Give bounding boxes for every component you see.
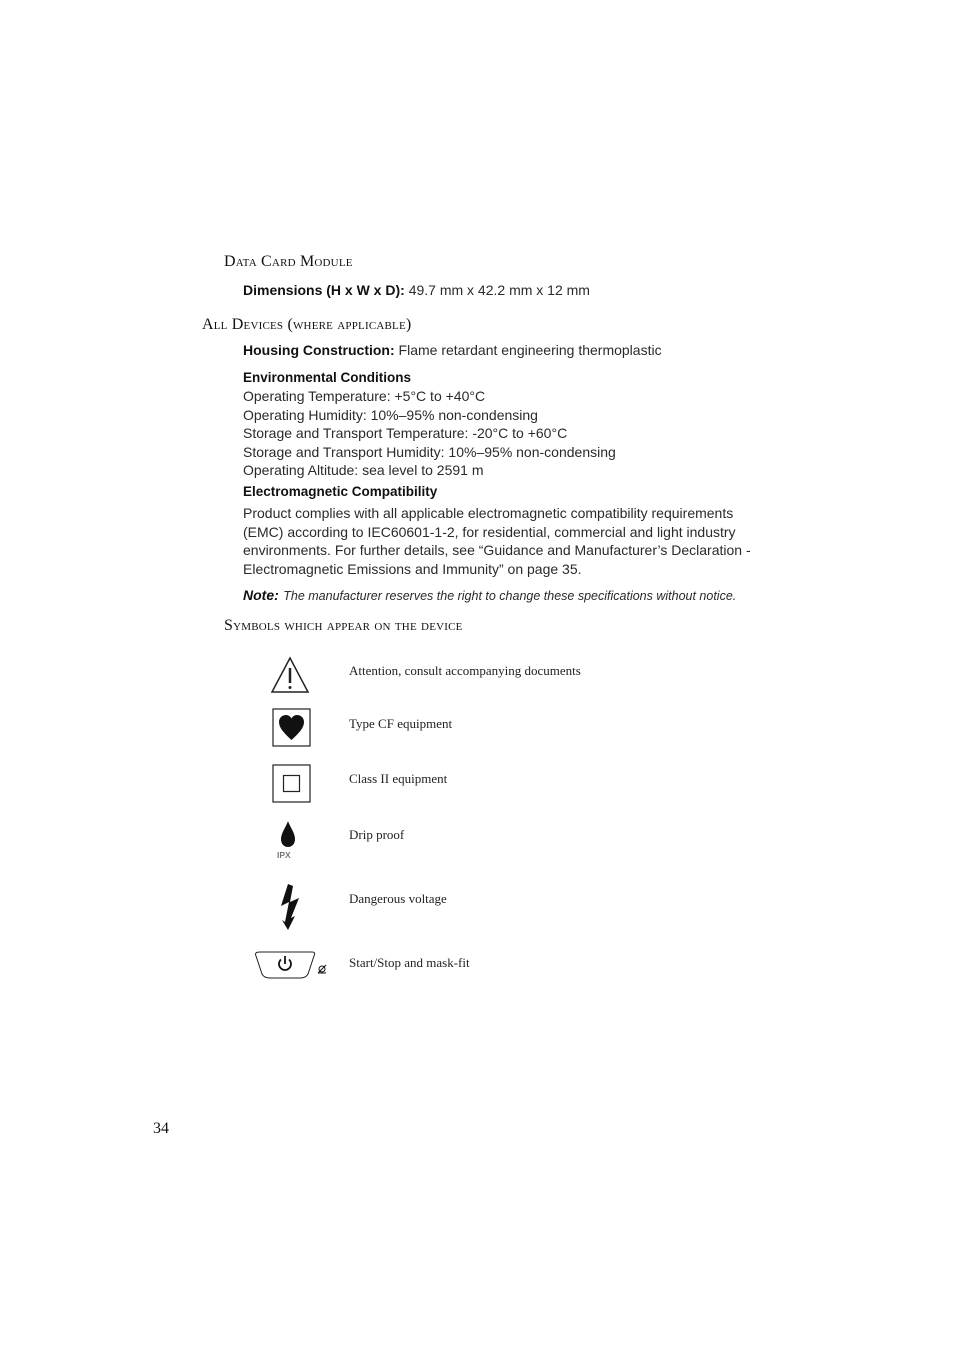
env-line: Storage and Transport Humidity: 10%–95% non-condensing [243, 443, 616, 460]
heading-data-card: Data Card Module [224, 253, 353, 270]
env-conditions-list [243, 387, 763, 480]
symbol-label-start-stop: Start/Stop and mask-fit [349, 955, 470, 970]
emc-paragraph [243, 504, 783, 578]
power-button-icon [254, 950, 330, 980]
heading-all-devices: All Devices (where applicable) [202, 316, 412, 333]
emc-line: environments. For further details, see “Guidance and Manufacturer’s Declaration - [243, 542, 751, 558]
heart-in-box-icon [272, 708, 312, 748]
lightning-bolt-icon [279, 882, 303, 932]
double-square-icon [272, 764, 312, 804]
env-line: Operating Humidity: 10%–95% non-condensing [243, 406, 538, 423]
housing-value: Flame retardant engineering thermoplastic [398, 342, 662, 358]
note-line [243, 587, 803, 605]
symbol-label-class-ii: Class II equipment [349, 771, 448, 786]
dimensions-label: Dimensions (H x W x D): [243, 282, 405, 298]
env-line: Operating Altitude: sea level to 2591 m [243, 462, 484, 478]
warning-triangle-icon [270, 656, 310, 694]
symbol-label-type-cf: Type CF equipment [349, 716, 453, 731]
housing-label: Housing Construction: [243, 342, 395, 358]
emc-line: Electromagnetic Emissions and Immunity” on page 35. [243, 560, 582, 577]
emc-line: Product complies with all applicable electromagnetic compatibility requirements [243, 505, 734, 521]
note-text: The manufacturer reserves the right to change these specifications without notice. [283, 589, 737, 603]
env-heading: Environmental Conditions [243, 370, 412, 385]
env-line: Operating Temperature: +5°C to +40°C [243, 388, 486, 404]
water-drop-icon [274, 819, 304, 861]
symbol-label-attention: Attention, consult accompanying documents [349, 663, 581, 678]
emc-heading: Electromagnetic Compatibility [243, 484, 438, 499]
symbol-label-drip-proof: Drip proof [349, 827, 405, 842]
env-line: Storage and Transport Temperature: -20°C to +60°C [243, 425, 568, 441]
dimensions-line [243, 282, 590, 298]
emc-line: (EMC) according to IEC60601-1-2, for residential, commercial and light industry [243, 523, 736, 540]
symbol-label-dangerous-voltage: Dangerous voltage [349, 891, 447, 906]
ipx-text: IPX [277, 850, 291, 860]
heading-symbols: Symbols which appear on the device [224, 617, 463, 634]
housing-line [243, 342, 662, 358]
dimensions-value: 49.7 mm x 42.2 mm x 12 mm [408, 282, 590, 298]
page-number: 34 [153, 1120, 169, 1137]
note-label: Note: [243, 587, 279, 603]
